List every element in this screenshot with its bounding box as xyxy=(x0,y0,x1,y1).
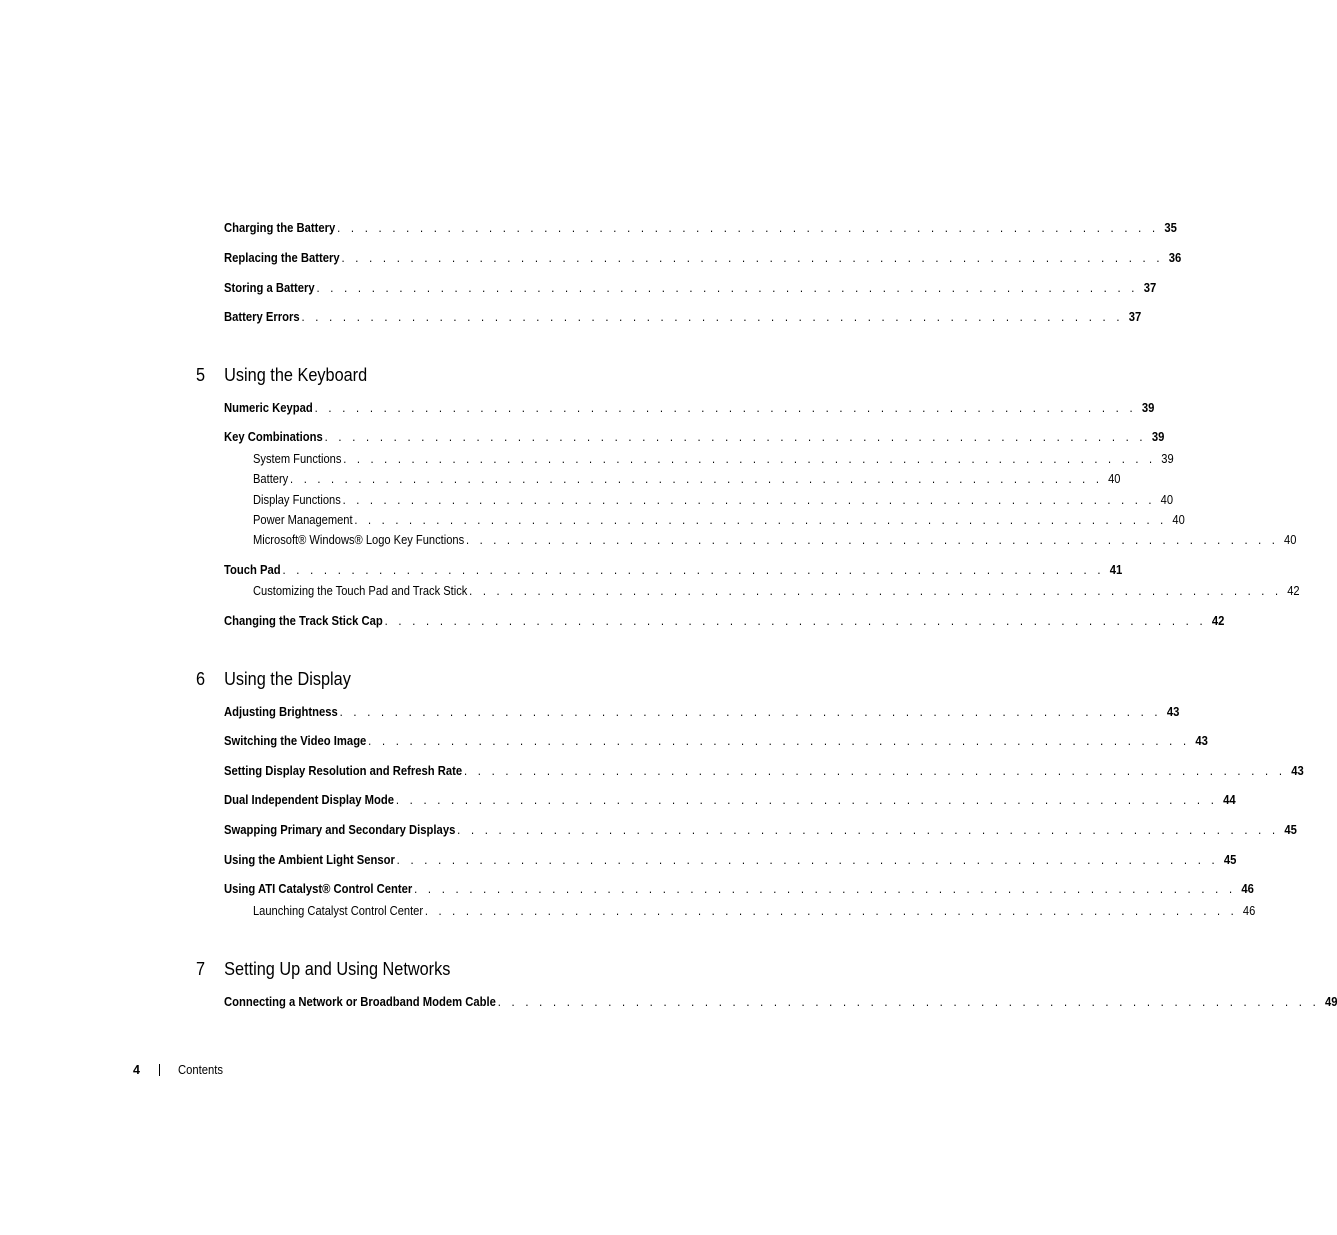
footer-page-number: 4 xyxy=(133,1063,140,1077)
dot-leader: . . . . . . . . . . . . . . . . . . . . . . . . . . . . . . . . . . . . . . . . . . . . . . . . . . . . . . . . . . . . xyxy=(497,995,1320,1009)
toc-entry-label: Dual Independent Display Mode xyxy=(224,793,395,807)
toc-subentry-launching-catalyst[interactable] xyxy=(253,903,1256,919)
chapter-number: 7 xyxy=(196,958,206,979)
toc-entry-page: 37 xyxy=(1143,281,1157,295)
toc-entry-label: Microsoft® Windows® Logo Key Functions xyxy=(253,533,465,547)
dot-leader: . . . . . . . . . . . . . . . . . . . . . . . . . . . . . . . . . . . . . . . . . . . . . . . . . . . . . . . . . . . . xyxy=(282,563,1105,577)
toc-entry-page: 49 xyxy=(1324,995,1337,1009)
dot-leader: . . . . . . . . . . . . . . . . . . . . . . . . . . . . . . . . . . . . . . . . . . . . . . . . . . . . . . . . . . . . xyxy=(424,904,1238,918)
toc-entry-label: Battery Errors xyxy=(224,310,300,324)
toc-entry-page: 42 xyxy=(1287,584,1300,598)
toc-entry-switching-video-image[interactable] xyxy=(224,733,1208,749)
dot-leader: . . . . . . . . . . . . . . . . . . . . . . . . . . . . . . . . . . . . . . . . . . . . . . . . . . . . . . . . . . . . xyxy=(414,882,1236,896)
toc-entry-connecting-network[interactable] xyxy=(224,994,1337,1010)
chapter-title: Setting Up and Using Networks xyxy=(224,958,451,979)
toc-entry-setting-display-resolution[interactable] xyxy=(224,763,1304,779)
toc-entry-label: Swapping Primary and Secondary Displays xyxy=(224,823,456,837)
dot-leader: . . . . . . . . . . . . . . . . . . . . . . . . . . . . . . . . . . . . . . . . . . . . . . . . . . . . . . . . . . . . xyxy=(339,705,1162,719)
toc-entry-page: 40 xyxy=(1108,472,1121,486)
toc-entry-label: Setting Display Resolution and Refresh Rate xyxy=(224,764,463,778)
toc-entry-label: Customizing the Touch Pad and Track Stick xyxy=(253,584,468,598)
toc-entry-page: 35 xyxy=(1164,221,1177,235)
toc-entry-changing-track-stick-cap[interactable] xyxy=(224,613,1225,629)
dot-leader: . . . . . . . . . . . . . . . . . . . . . . . . . . . . . . . . . . . . . . . . . . . . . . . . . . . . . . . . . . . . xyxy=(395,793,1218,807)
toc-entry-touch-pad[interactable] xyxy=(224,562,1123,578)
toc-entry-ambient-light-sensor[interactable] xyxy=(224,852,1237,868)
footer-section-name: Contents xyxy=(178,1063,224,1077)
toc-entry-label: Display Functions xyxy=(253,493,341,507)
chapter-heading-5[interactable] xyxy=(196,364,367,386)
toc-entry-swapping-displays[interactable] xyxy=(224,822,1297,838)
toc-entry-page: 39 xyxy=(1141,401,1155,415)
dot-leader: . . . . . . . . . . . . . . . . . . . . . . . . . . . . . . . . . . . . . . . . . . . . . . . . . . . . . . . . . . . . xyxy=(337,221,1159,235)
toc-entry-dual-independent-display[interactable] xyxy=(224,792,1236,808)
toc-entry-label: Replacing the Battery xyxy=(224,251,340,265)
toc-entry-page: 40 xyxy=(1172,513,1185,527)
toc-entry-page: 46 xyxy=(1241,882,1254,896)
toc-entry-label: Using ATI Catalyst® Control Center xyxy=(224,882,413,896)
toc-entry-page: 40 xyxy=(1160,493,1174,507)
toc-entry-label: Connecting a Network or Broadband Modem Cable xyxy=(224,995,496,1009)
toc-entry-page: 43 xyxy=(1291,764,1304,778)
toc-entry-numeric-keypad[interactable] xyxy=(224,400,1155,416)
toc-subentry-customizing-touch-pad[interactable] xyxy=(253,583,1300,599)
toc-entry-label: Numeric Keypad xyxy=(224,401,313,415)
toc-entry-page: 46 xyxy=(1242,904,1256,918)
toc-entry-battery-errors[interactable] xyxy=(224,309,1142,325)
dot-leader: . . . . . . . . . . . . . . . . . . . . . . . . . . . . . . . . . . . . . . . . . . . . . . . . . . . . . . . . . . . . xyxy=(368,734,1190,748)
toc-entry-adjusting-brightness[interactable] xyxy=(224,704,1180,720)
dot-leader: . . . . . . . . . . . . . . . . . . . . . . . . . . . . . . . . . . . . . . . . . . . . . . . . . . . . . . . . . . . . xyxy=(290,472,1103,486)
toc-entry-label: System Functions xyxy=(253,452,342,466)
toc-entry-label: Switching the Video Image xyxy=(224,734,367,748)
toc-entry-page: 40 xyxy=(1284,533,1297,547)
toc-entry-label: Battery xyxy=(253,472,289,486)
toc-entry-page: 39 xyxy=(1151,430,1165,444)
dot-leader: . . . . . . . . . . . . . . . . . . . . . . . . . . . . . . . . . . . . . . . . . . . . . . . . . . . . . . . . . . . . xyxy=(465,533,1279,547)
dot-leader: . . . . . . . . . . . . . . . . . . . . . . . . . . . . . . . . . . . . . . . . . . . . . . . . . . . . . . . . . . . . xyxy=(314,401,1137,415)
toc-entry-storing-a-battery[interactable] xyxy=(224,280,1157,296)
dot-leader: . . . . . . . . . . . . . . . . . . . . . . . . . . . . . . . . . . . . . . . . . . . . . . . . . . . . . . . . . . . . xyxy=(354,513,1167,527)
toc-entry-page: 42 xyxy=(1211,614,1225,628)
page-footer xyxy=(133,1062,228,1078)
toc-entry-page: 36 xyxy=(1168,251,1182,265)
toc-subentry-system-functions[interactable] xyxy=(253,451,1174,467)
dot-leader: . . . . . . . . . . . . . . . . . . . . . . . . . . . . . . . . . . . . . . . . . . . . . . . . . . . . . . . . . . . . xyxy=(342,493,1156,507)
chapter-heading-6[interactable] xyxy=(196,668,351,690)
toc-entry-page: 45 xyxy=(1284,823,1297,837)
toc-entry-page: 44 xyxy=(1223,793,1236,807)
toc-entry-charging-the-battery[interactable] xyxy=(224,220,1177,236)
toc-entry-key-combinations[interactable] xyxy=(224,429,1165,445)
toc-entry-page: 39 xyxy=(1161,452,1174,466)
toc-entry-label: Storing a Battery xyxy=(224,281,315,295)
toc-entry-page: 43 xyxy=(1166,705,1180,719)
toc-entry-label: Key Combinations xyxy=(224,430,323,444)
toc-entry-label: Using the Ambient Light Sensor xyxy=(224,853,395,867)
toc-subentry-battery[interactable] xyxy=(253,471,1121,487)
footer-divider xyxy=(159,1064,160,1076)
dot-leader: . . . . . . . . . . . . . . . . . . . . . . . . . . . . . . . . . . . . . . . . . . . . . . . . . . . . . . . . . . . . xyxy=(469,584,1282,598)
dot-leader: . . . . . . . . . . . . . . . . . . . . . . . . . . . . . . . . . . . . . . . . . . . . . . . . . . . . . . . . . . . . xyxy=(343,452,1156,466)
dot-leader: . . . . . . . . . . . . . . . . . . . . . . . . . . . . . . . . . . . . . . . . . . . . . . . . . . . . . . . . . . . . xyxy=(341,251,1164,265)
dot-leader: . . . . . . . . . . . . . . . . . . . . . . . . . . . . . . . . . . . . . . . . . . . . . . . . . . . . . . . . . . . . xyxy=(324,430,1147,444)
toc-entry-page: 45 xyxy=(1223,853,1237,867)
chapter-number: 6 xyxy=(196,668,206,689)
chapter-number: 5 xyxy=(196,364,206,385)
dot-leader: . . . . . . . . . . . . . . . . . . . . . . . . . . . . . . . . . . . . . . . . . . . . . . . . . . . . . . . . . . . . xyxy=(384,614,1207,628)
toc-entry-ati-catalyst[interactable] xyxy=(224,881,1254,897)
chapter-title: Using the Keyboard xyxy=(224,364,368,385)
toc-entry-label: Power Management xyxy=(253,513,353,527)
toc-entry-label: Charging the Battery xyxy=(224,221,336,235)
dot-leader: . . . . . . . . . . . . . . . . . . . . . . . . . . . . . . . . . . . . . . . . . . . . . . . . . . . . . . . . . . . . xyxy=(463,764,1286,778)
chapter-heading-7[interactable] xyxy=(196,958,450,980)
toc-subentry-power-management[interactable] xyxy=(253,512,1185,528)
toc-subentry-display-functions[interactable] xyxy=(253,492,1174,508)
toc-entry-label: Changing the Track Stick Cap xyxy=(224,614,383,628)
toc-entry-label: Launching Catalyst Control Center xyxy=(253,904,424,918)
chapter-title: Using the Display xyxy=(224,668,351,689)
toc-entry-replacing-the-battery[interactable] xyxy=(224,250,1182,266)
toc-entry-page: 37 xyxy=(1128,310,1142,324)
dot-leader: . . . . . . . . . . . . . . . . . . . . . . . . . . . . . . . . . . . . . . . . . . . . . . . . . . . . . . . . . . . . xyxy=(301,310,1124,324)
dot-leader: . . . . . . . . . . . . . . . . . . . . . . . . . . . . . . . . . . . . . . . . . . . . . . . . . . . . . . . . . . . . xyxy=(316,281,1139,295)
toc-entry-label: Touch Pad xyxy=(224,563,281,577)
toc-subentry-windows-logo-key-functions[interactable] xyxy=(253,532,1297,548)
toc-entry-page: 41 xyxy=(1109,563,1123,577)
dot-leader: . . . . . . . . . . . . . . . . . . . . . . . . . . . . . . . . . . . . . . . . . . . . . . . . . . . . . . . . . . . . xyxy=(457,823,1279,837)
toc-entry-page: 43 xyxy=(1195,734,1208,748)
dot-leader: . . . . . . . . . . . . . . . . . . . . . . . . . . . . . . . . . . . . . . . . . . . . . . . . . . . . . . . . . . . . xyxy=(396,853,1219,867)
toc-entry-label: Adjusting Brightness xyxy=(224,705,338,719)
